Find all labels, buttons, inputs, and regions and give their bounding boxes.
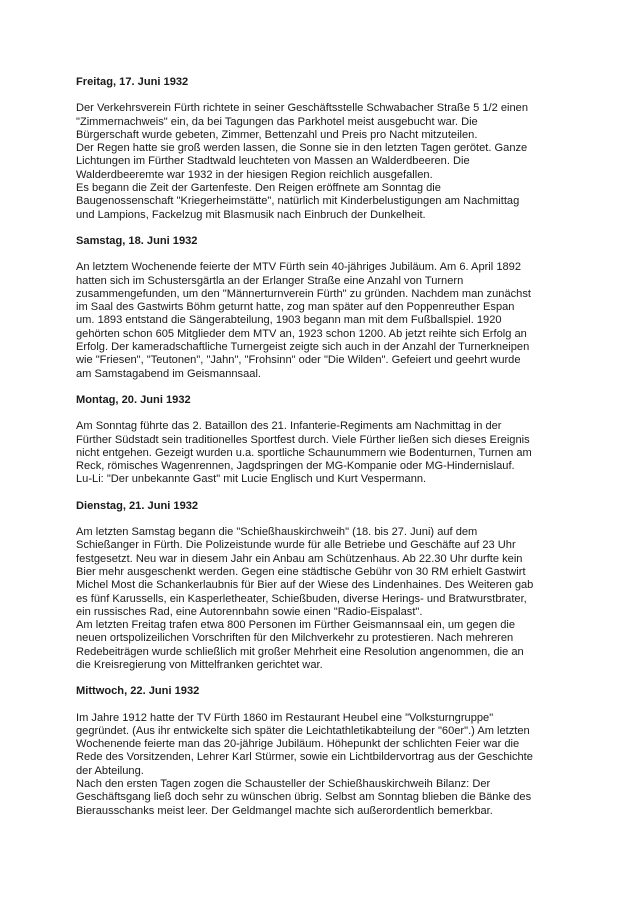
text-line: und Lampions, Fackelzug mit Blasmusik nach Einbruch der Dunkelheit. — [76, 208, 426, 221]
entry-date: Samstag, 18. Juni 1932 — [76, 234, 198, 247]
text-line: Es begann die Zeit der Gartenfeste. Den Reigen eröffnete am Sonntag die — [76, 182, 441, 195]
text-line: Der Regen hatte sie groß werden lassen, die Sonne sie in den letzten Tagen gerötet. Ganze — [76, 142, 528, 155]
entry-1 — [76, 76, 560, 222]
text-line: Im Jahre 1912 hatte der TV Fürth 1860 im Restaurant Heubel eine "Volksturngruppe" — [76, 711, 494, 724]
text-line: Lichtungen im Fürther Stadtwald leuchteten von Massen an Walderdbeeren. Die — [76, 155, 470, 168]
entry-date: Freitag, 17. Juni 1932 — [76, 76, 189, 88]
text-line: zusammengefunden, um den "Männerturnverein Fürth" zu gründen. Nachdem man zunächst — [76, 287, 531, 300]
text-line: um. 1893 entstand die Sängerabteilung, 1903 begann man mit dem Fußballspiel. 1920 — [76, 314, 502, 327]
text-line: An letztem Wochenende feierte der MTV Fürth sein 40-jähriges Jubiläum. Am 6. April 1892 — [76, 261, 522, 274]
entry-2 — [76, 235, 560, 381]
text-line: Bier mehr ausgeschenkt werden. Gegen eine städtische Gebühr von 30 RM erhielt Gastwirt — [76, 565, 526, 578]
text-line: es fünf Karussells, ein Kasperletheater, Schießbuden, diverse Herings- und Bratwurstbrater, — [76, 592, 527, 605]
text-line: Michel Most die Schankerlaubnis für Bier auf der Wiese des Lindenhaines. Des Weiteren gab — [76, 579, 534, 592]
text-line: festgesetzt. Neu war in diesem Jahr ein Anbau am Schützenhaus. Ab 22.30 Uhr durfte kein — [76, 552, 523, 565]
text-line: der Abteilung. — [76, 764, 144, 777]
paragraph — [76, 142, 560, 182]
text-line: Nach den ersten Tagen zogen die Schausteller der Schießhauskirchweih Bilanz: Der — [76, 778, 491, 791]
text-line: Bürgerschaft wurde gebeten, Zimmer, Bettenzahl und Preis pro Nacht mitzuteilen. — [76, 128, 478, 141]
text-line: "Zimmernachweis" ein, da bei Tagungen das Parkhotel meist ausgebucht war. Die — [76, 115, 478, 128]
text-line: Rede des Vorsitzenden, Lehrer Karl Stürmer, sowie ein Lichtbildervortrag aus der Geschichte — [76, 751, 533, 764]
text-line: Fürther Südstadt sein traditionelles Sportfest durch. Viele Fürther ließen sich dieses Ereignis — [76, 433, 530, 446]
text-line: im Saal des Gastwirts Böhm geturnt hatte, zog man später auf den Poppenreuther Espan — [76, 301, 515, 314]
paragraph — [76, 182, 560, 222]
text-line: die Kreisregierung von Mittelfranken gerichtet war. — [76, 658, 323, 671]
document-page — [76, 76, 560, 818]
text-line: Wochenende feierte man das 20-jährige Jubiläum. Höhepunkt der schlichten Feier war die — [76, 738, 520, 751]
text-line: wie "Friesen", "Teutonen", "Jahn", "Frohsinn" oder "Die Wilden". Gefeiert und geehrt wurde — [76, 354, 521, 367]
text-line: ein russisches Rad, eine Autorennbahn sowie einen "Radio-Eispalast". — [76, 605, 423, 618]
paragraph — [76, 261, 560, 381]
text-line: Baugenossenschaft "Kriegerheimstätte", natürlich mit Kinderbelustigungen am Nachmittag — [76, 195, 520, 208]
text-line: Reck, römisches Wagenrennen, Jagdspringen der MG-Kompanie oder MG-Hindernislauf. — [76, 460, 515, 473]
text-line: Schießanger in Fürth. Die Polizeistunde wurde für alle Betriebe und Geschäfte auf 23 Uhr — [76, 539, 516, 552]
text-line: Geschäftsgang ließ doch sehr zu wünschen übrig. Selbst am Sonntag blieben die Bänke des — [76, 791, 532, 804]
entry-3 — [76, 394, 560, 487]
entry-5 — [76, 685, 560, 818]
paragraph — [76, 420, 560, 473]
text-line: Bierausschanks meist leer. Der Geldmangel machte sich außerordentlich bemerkbar. — [76, 804, 493, 817]
text-line: nicht entgehen. Gezeigt wurden u.a. sportliche Schaunummern wie Bodenturnen, Turnen am — [76, 446, 532, 459]
entry-date: Dienstag, 21. Juni 1932 — [76, 499, 199, 512]
paragraph — [76, 102, 560, 142]
entry-date: Montag, 20. Juni 1932 — [76, 393, 191, 406]
text-line: Am letzten Freitag trafen etwa 800 Personen im Fürther Geismannsaal ein, um gegen die — [76, 619, 516, 632]
paragraph — [76, 473, 560, 486]
paragraph — [76, 526, 560, 619]
text-line: Redebeiträgen wurde schließlich mit großer Mehrheit eine Resolution angenommen, die an — [76, 645, 524, 658]
text-line: gehörten schon 605 Mitglieder dem MTV an, 1923 schon 1200. Ab jetzt reihte sich Erfolg an — [76, 327, 527, 340]
entry-date: Mittwoch, 22. Juni 1932 — [76, 685, 200, 698]
paragraph — [76, 778, 560, 818]
paragraph — [76, 712, 560, 778]
text-line: am Samstagabend im Geismannsaal. — [76, 367, 261, 380]
text-line: Der Verkehrsverein Fürth richtete in seiner Geschäftsstelle Schwabacher Straße 5 1/2 einen — [76, 102, 528, 115]
text-line: hatten sich im Schustersgärtla an der Erlanger Straße eine Anzahl von Turnern — [76, 274, 464, 287]
text-line: Am Sonntag führte das 2. Bataillon des 21. Infanterie-Regiments am Nachmittag in der — [76, 420, 502, 433]
text-line: Lu-Li: "Der unbekannte Gast" mit Lucie Englisch und Kurt Vespermann. — [76, 473, 427, 486]
text-line: gegründet. (Aus ihr entwickelte sich später die Leichtathletikabteilung der "60er".) Am letzten — [76, 724, 530, 737]
entry-4 — [76, 500, 560, 673]
paragraph — [76, 619, 560, 672]
text-line: Walderdbeeremte war 1932 in der hiesigen Region reichlich ausgefallen. — [76, 168, 433, 181]
text-line: Am letzten Samstag begann die "Schießhauskirchweih" (18. bis 27. Juni) auf dem — [76, 526, 478, 539]
text-line: Erfolg. Der kameradschaftliche Turnergeist zeigte sich auch in der Anzahl der Turnerkneipen — [76, 341, 530, 354]
text-line: neuen ortspolizeilichen Vorschriften für den Milchverkehr zu protestieren. Nach mehreren — [76, 632, 514, 645]
